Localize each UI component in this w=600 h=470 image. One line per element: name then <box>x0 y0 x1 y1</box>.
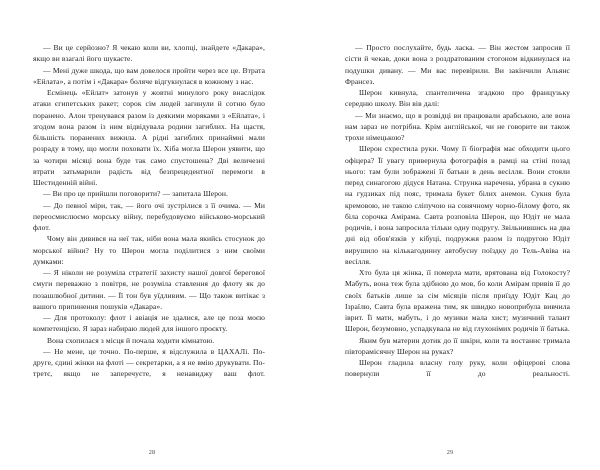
paragraph: Шерон кивнула, спантеличена згадкою про французьку середню школу. Він вів далі: <box>345 88 570 109</box>
page-right <box>300 0 600 470</box>
paragraph: — Ви про це прийшли поговорити? — запитала Шерон. <box>43 189 228 199</box>
paragraph: Вона схопилася з місця й почала ходити кімнатою. <box>47 335 215 345</box>
paragraph: — До певної міри, так, — його очі зустрілися з її очима. — Ми переосмислюємо морську війну, перебудовуємо військово-морський флот. <box>33 200 265 232</box>
paragraph: Яким був материн дотик до її шкіри, коли та востаннє тримала півторамісячну Шерон на руках? <box>345 335 570 356</box>
paragraph: — Ви це серйозно? Я чекаю коли ви, хлопці, знайдете «Дакара», якщо ви взагалі його шукаєте. <box>33 43 265 64</box>
paragraph: Чому він дивився на неї так, ніби вона мала якийсь стосунок до морської війни? Ну то Шерон могла поділитися з ним своїми думками: <box>33 234 265 266</box>
page-number-right: 29 <box>446 449 454 456</box>
paragraph: — Для протоколу: флот і авіація не здалися, але це поза моєю компетенцією. Я зараз набираю людей для іншого проєкту. <box>33 313 265 334</box>
page-left-textblock <box>33 42 265 391</box>
paragraph: Шерон гладила власну голу руку, коли офіцерові слова повернули її до реальності. <box>345 358 570 379</box>
paragraph: — Не мене, це точно. По-перше, я відслужила в ЦАХАЛі. По-друге, єдині жінки на флоті — секретарки, а я не вмію друкувати. По-третє, якщо не заперечуєте, я ненавиджу ваш флот. <box>33 346 265 379</box>
paragraph: Есмінець «Ейлат» затонув у жовтні минулого року внаслідок атаки єгипетських ракет; сорок сім людей загинули й сотню було поранено. Алон тренувався разом із деякими моряками з «Ейлата», і згодом вона разом із ним відвідувала родини загиблих. На щастя, більшість поранених вижила. А рідні загиблих принаймні мали розраду в тому, що могли поховати їх. Хіба могла Шерон уявити, що за чотири місяці вона буде так само спустошена? Дві величезні втрати затьмарили радість від безпрецедентної перемоги в Шестиденній війні. <box>33 88 265 187</box>
paragraph: Хто була ця жінка, її померла мати, врятована від Голокосту? Мабуть, вона теж була здібною до мов, бо коли Амірам привів її до своїх батьків лише за сім місяців після приїзду Юдіт Кац до Ізраїлю, Савта була вражена тим, як швидко новоприбула вивчила іврит. Її мати, мабуть, і до музики мала хист; музичний талант Шерон, безумовно, успадкувала не від глухонімих родичів її батька. <box>345 268 570 334</box>
paragraph: — Я ніколи не розуміла стратегії захисту нашої довгої берегової смуги переважно з повітря, не розуміла ставлення до флоту як до позашлюбної дитини. — Її тон був уїдливим. — Що також витікає з вашого припинення пошуків «Дакара». <box>33 268 265 311</box>
page-number-left: 28 <box>148 449 156 456</box>
page-right-textblock <box>345 42 570 391</box>
paragraph: — Ми знаємо, що в розвідці ви працювали арабською, але вона нам зараз не потрібна. Крім англійської, чи не говорите ви також трохи німецькою? <box>345 110 570 142</box>
paragraph: — Просто послухайте, будь ласка. — Він жестом запросив її сісти й чекав, доки вона з роздратованим стогоном відкинулася на подушки дивану. — Ми вас перевірили. Ви закінчили Альянс Франсез. <box>345 43 570 86</box>
paragraph: — Мені дуже шкода, що вам довелося пройти через все це. Втрата «Ейлата», а потім і «Дакара» боляче відгукнулася в кожному з нас. <box>33 65 265 86</box>
paragraph: Шерон схрестила руки. Чому її біографія має обходити цього офіцера? Її увагу привернула фотографія в рамці на стіні позад нього: там були зображені її батьки в день весілля. Вони стояли перед синагогою дідуся Натана. Струнка наречена, убрана в сукню на гудзиках під пояс, тримала букет білих анемон. Сукня була кремовою, не такою сліпучою на сонячному чорно-білому фото, як біла сорочка Амірама. Савта розповіла Шерон, що Юдіт не мала родичів, і вона запросила тільки одну подругу. Звільнившись на два дні від обов'язків у кібуці, подружжя разом із подругою Юдіт вирушило на кількагодинну автобусну поїздку до Тель-Авіва на весілля. <box>345 144 570 266</box>
